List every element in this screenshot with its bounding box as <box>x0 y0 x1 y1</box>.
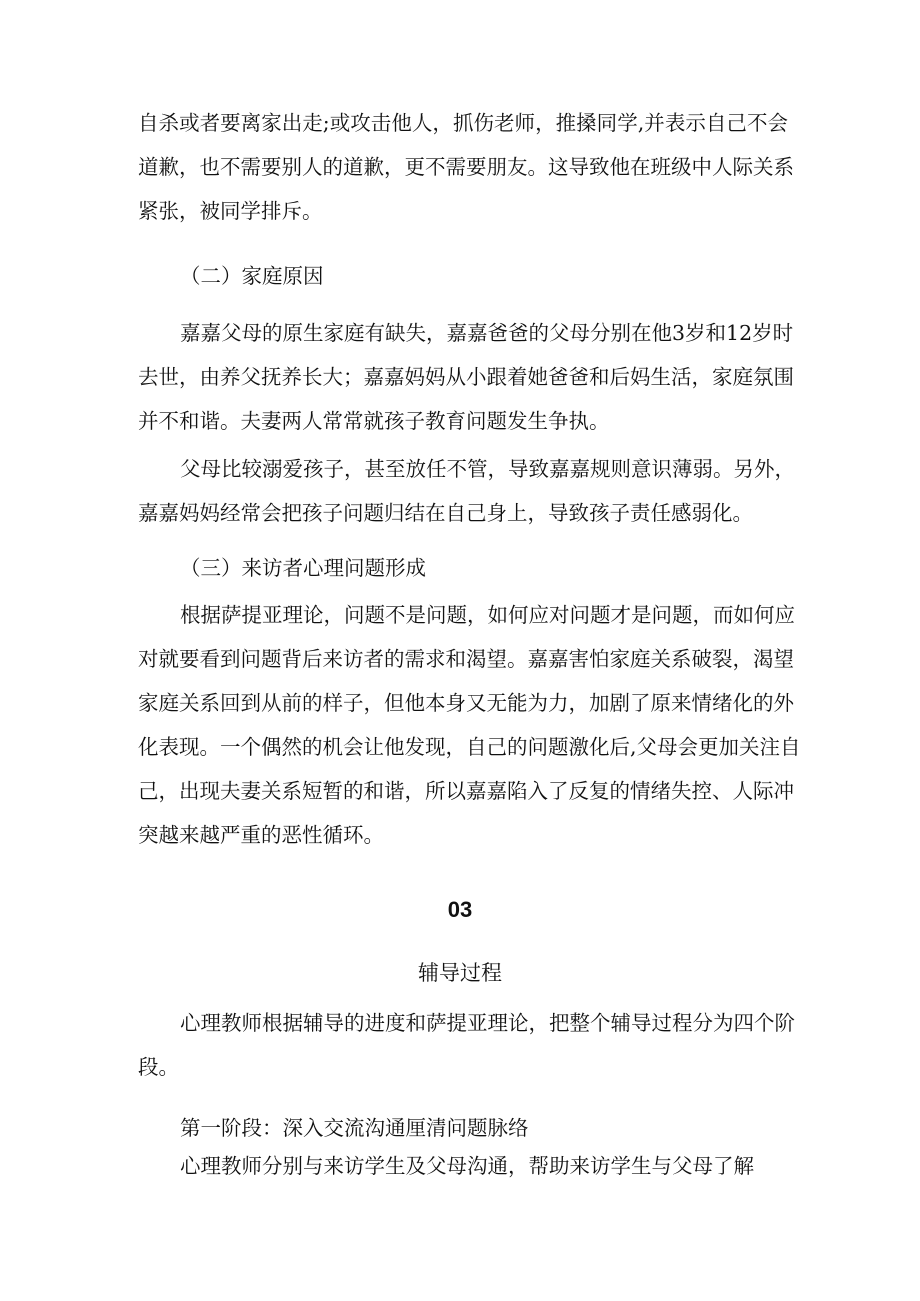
text-line: 己，出现夫妻关系短暂的和谐，所以嘉嘉陷入了反复的情绪失控、人际冲 <box>138 779 794 803</box>
text-line: 嘉嘉父母的原生家庭有缺失，嘉嘉爸爸的父母分别在他3岁和12岁时 <box>180 321 794 345</box>
paragraph-satir-analysis <box>138 593 801 857</box>
text-line: 并不和谐。夫妻两人常常就孩子教育问题发生争执。 <box>138 409 610 433</box>
section-title: 辅导过程 <box>418 961 502 985</box>
text-line: 去世，由养父抚养长大；嘉嘉妈妈从小跟着她爸爸和后妈生活，家庭氛围 <box>138 365 794 389</box>
text-line: 自杀或者要离家出走;或攻击他人，抓伤老师，推搡同学,并表示自己不会 <box>138 111 788 135</box>
heading-family-reasons: （二）家庭原因 <box>180 264 324 288</box>
heading-psych-problem-formation: （三）来访者心理问题形成 <box>180 556 426 580</box>
text-line: 突越来越严重的恶性循环。 <box>138 823 384 847</box>
paragraph-parenting <box>138 447 795 535</box>
text-line: 心理教师分别与来访学生及父母沟通，帮助来访学生与父母了解 <box>180 1154 754 1178</box>
text-line: 化表现。一个偶然的机会让他发现，自己的问题激化后,父母会更加关注自 <box>138 735 801 759</box>
text-line: 嘉嘉妈妈经常会把孩子问题归结在自己身上，导致孩子责任感弱化。 <box>138 501 753 525</box>
text-line: 段。 <box>138 1055 179 1079</box>
text-line: 根据萨提亚理论，问题不是问题，如何应对问题才是问题，而如何应 <box>180 603 795 627</box>
text-line: 紧张，被同学排斥。 <box>138 199 323 223</box>
paragraph-family-background <box>138 311 794 443</box>
text-line: 心理教师根据辅导的进度和萨提亚理论，把整个辅导过程分为四个阶 <box>180 1011 795 1035</box>
text-line: 道歉，也不需要别人的道歉，更不需要朋友。这导致他在班级中人际关系 <box>138 155 794 179</box>
text-line: 父母比较溺爱孩子，甚至放任不管，导致嘉嘉规则意识薄弱。另外， <box>180 457 795 481</box>
paragraph-behavior <box>138 101 794 233</box>
heading-stage-one: 第一阶段：深入交流沟通厘清问题脉络 <box>180 1116 529 1140</box>
paragraph-stage-one <box>138 1144 788 1188</box>
paragraph-counseling-overview <box>138 1001 795 1089</box>
text-line: 对就要看到问题背后来访者的需求和渴望。嘉嘉害怕家庭关系破裂，渴望 <box>138 647 794 671</box>
section-number: 03 <box>447 897 473 922</box>
text-line: 家庭关系回到从前的样子，但他本身又无能为力，加剧了原来情绪化的外 <box>138 691 794 715</box>
